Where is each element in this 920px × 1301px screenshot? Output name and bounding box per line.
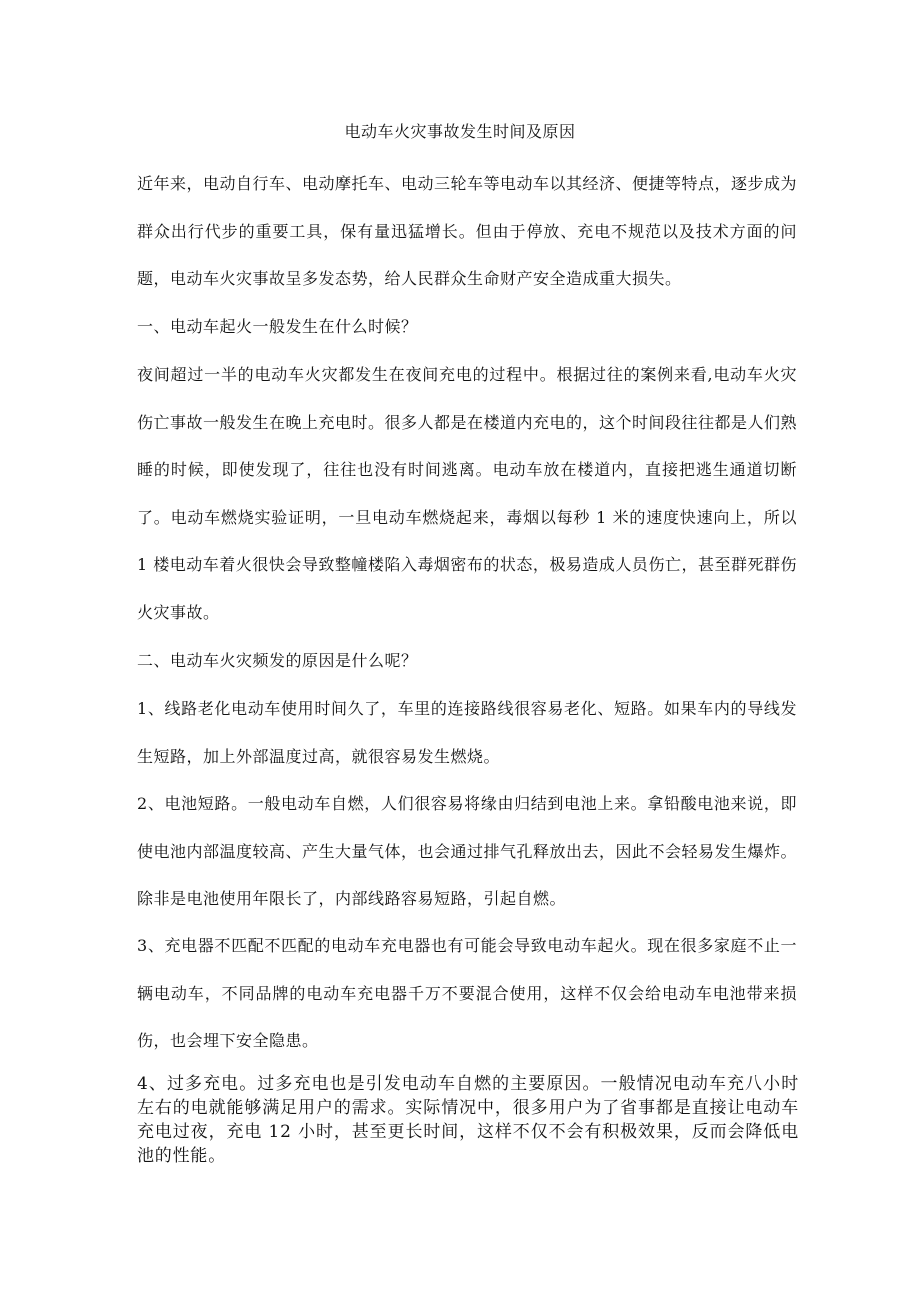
cause-item-1: 1、线路老化电动车使用时间久了，车里的连接路线很容易老化、短路。如果车内的导线发生短路，加上外部温度过高，就很容易发生燃烧。 (137, 699, 797, 766)
section1-paragraph: 夜间超过一半的电动车火灾都发生在夜间充电的过程中。根据过往的案例来看,电动车火灾伤亡事故一般发生在晚上充电时。很多人都是在楼道内充电的，这个时间段往往都是人们熟睡的时候，即使发现了，往往也没有时间逃离。电动车放在楼道内，直接把逃生通道切断了。电动车燃烧实验证明，一旦电动车燃烧起来，毒烟以每秒 1 米的速度快速向上，所以 1 楼电动车着火很快会导致整幢楼陷入毒烟密布的状态，极易造成人员伤亡，甚至群死群伤火灾事故。 (137, 365, 798, 622)
cause-item-2: 2、电池短路。一般电动车自燃，人们很容易将缘由归结到电池上来。拿铅酸电池来说，即使电池内部温度较高、产生大量气体，也会通过排气孔释放出去，因此不会轻易发生爆炸。除非是电池使用年限长了，内部线路容易短路，引起自燃。 (137, 794, 798, 908)
document-title: 电动车火灾事故发生时间及原因 (344, 122, 576, 141)
section2-heading: 二、电动车火灾频发的原因是什么呢？ (137, 651, 418, 670)
cause-item-3: 3、充电器不匹配不匹配的电动车充电器也有可能会导致电动车起火。现在很多家庭不止一辆电动车，不同品牌的电动车充电器千万不要混合使用，这样不仅会给电动车电池带来损伤，也会埋下安全隐患。 (137, 936, 797, 1050)
cause-item-4: 4、过多充电。过多充电也是引发电动车自燃的主要原因。一般情况电动车充八小时左右的电就能够满足用户的需求。实际情况中，很多用户为了省事都是直接让电动车充电过夜，充电 12 小时，甚至更长时间，这样不仅不会有积极效果，反而会降低电池的性能。 (137, 1074, 799, 1166)
section1-heading: 一、电动车起火一般发生在什么时候？ (137, 317, 418, 336)
intro-paragraph: 近年来，电动自行车、电动摩托车、电动三轮车等电动车以其经济、便捷等特点，逐步成为群众出行代步的重要工具，保有量迅猛增长。但由于停放、充电不规范以及技术方面的问题，电动车火灾事故呈多发态势，给人民群众生命财产安全造成重大损失。 (137, 174, 798, 288)
